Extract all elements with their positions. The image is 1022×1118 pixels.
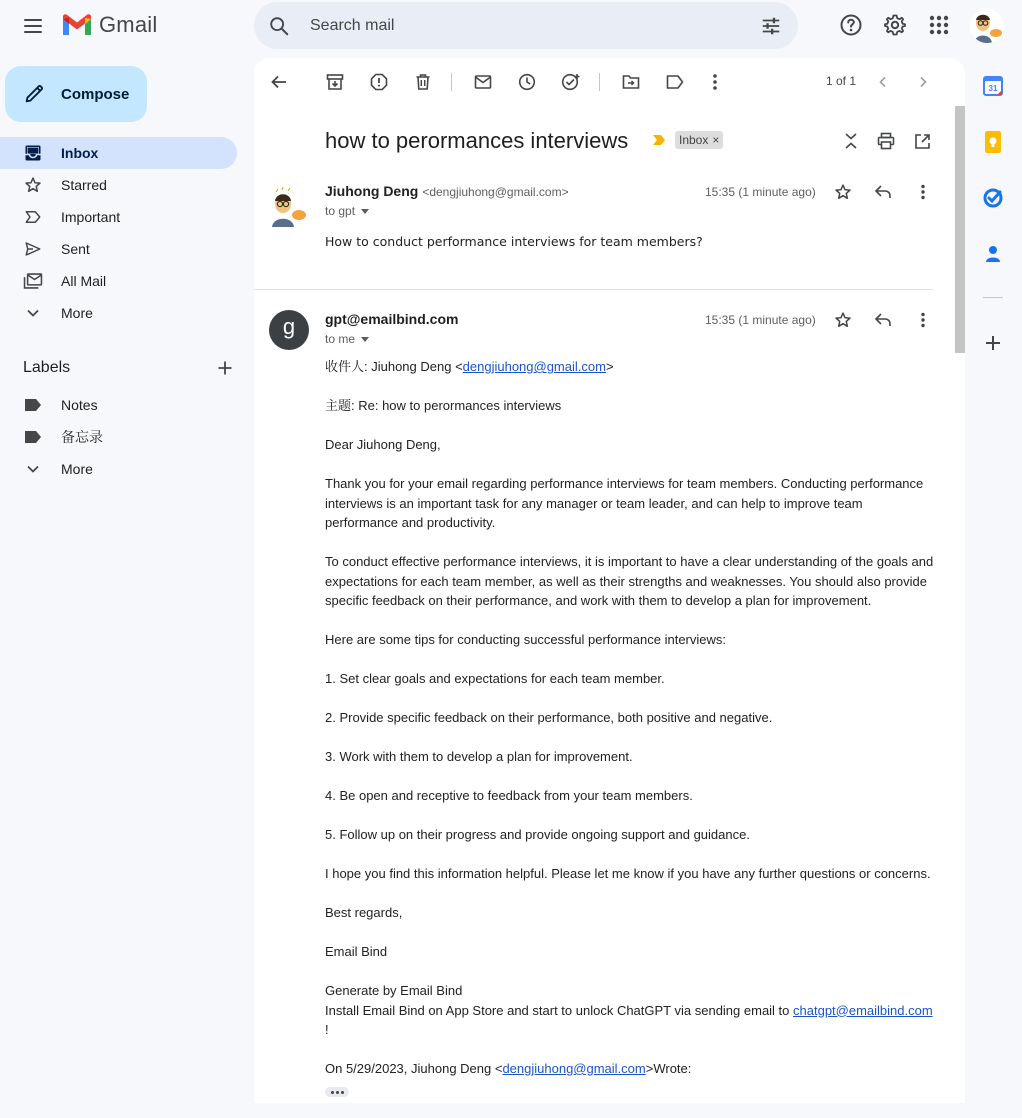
- sender-name-text: Jiuhong Deng: [325, 183, 419, 199]
- svg-text:31: 31: [988, 84, 998, 93]
- avatar-letter: g: [282, 314, 296, 339]
- calendar-icon[interactable]: [981, 74, 1005, 98]
- pencil-icon: [23, 83, 45, 105]
- search-options-icon[interactable]: [760, 15, 782, 37]
- settings-gear-icon[interactable]: [880, 10, 910, 40]
- paragraph: Thank you for your email regarding performance interviews for team members. Conducting performance interviews is an important task for any manager or team leader, and can help to improve team performance and productivity.: [325, 476, 924, 530]
- pagination-text: 1 of 1: [826, 74, 857, 88]
- newer-chevron-left-icon[interactable]: [871, 70, 895, 94]
- sidebar-item-label: Inbox: [61, 145, 99, 161]
- footer-line2: Install Email Bind on App Store and start to unlock ChatGPT via sending email to: [325, 1002, 794, 1018]
- message-time: 15:35 (1 minute ago): [705, 313, 816, 327]
- sender-name: gpt@emailbind.com: [325, 311, 459, 327]
- sidebar-item-label: Important: [61, 209, 121, 225]
- get-addons-plus-icon[interactable]: [981, 331, 1005, 355]
- toolbar-divider: [451, 73, 452, 91]
- closing: I hope you find this information helpful. Please let me know if you have any further questions or concerns.: [325, 866, 931, 881]
- send-icon: [23, 239, 43, 259]
- star-icon[interactable]: [832, 181, 854, 203]
- open-in-new-window-icon[interactable]: [911, 130, 933, 152]
- apps-grid-icon[interactable]: [924, 10, 954, 40]
- sidebar-nav: [0, 137, 237, 329]
- recipient-email-link[interactable]: dengjiuhong@gmail.com: [462, 359, 606, 374]
- label-name: Notes: [61, 397, 98, 413]
- caret-down-icon: [361, 337, 369, 342]
- all-mail-icon: [23, 271, 43, 291]
- footer-end: !: [325, 1022, 329, 1037]
- gmail-m-icon: [61, 12, 93, 38]
- label-name: More: [61, 461, 93, 477]
- message-divider: [254, 289, 933, 290]
- caret-down-icon: [361, 209, 369, 214]
- sidebar-item-label: More: [61, 305, 93, 321]
- more-vert-icon[interactable]: [912, 181, 934, 203]
- label-tag-icon[interactable]: [663, 70, 687, 94]
- delete-trash-icon[interactable]: [411, 70, 435, 94]
- search-input[interactable]: [310, 17, 750, 35]
- quote-header: [325, 1059, 935, 1079]
- compose-button[interactable]: [5, 66, 147, 122]
- recipients-dropdown[interactable]: [325, 204, 369, 218]
- sidebar-item-label: Starred: [61, 177, 107, 193]
- inbox-icon: [23, 143, 43, 163]
- report-spam-icon[interactable]: [367, 70, 391, 94]
- message-body: How to conduct performance interviews for team members?: [325, 234, 703, 249]
- gmail-logo[interactable]: [61, 12, 157, 38]
- back-arrow-icon[interactable]: [267, 70, 291, 94]
- sender-name: [325, 183, 569, 199]
- recipient-line: [325, 357, 935, 377]
- message-time: 15:35 (1 minute ago): [705, 185, 816, 199]
- reply-icon[interactable]: [872, 309, 894, 331]
- footer: [325, 981, 935, 1040]
- label-item-memo[interactable]: [0, 421, 237, 453]
- tip-item: 3. Work with them to develop a plan for improvement.: [325, 749, 633, 764]
- label-icon: [23, 427, 43, 447]
- tip-item: 1. Set clear goals and expectations for each team member.: [325, 671, 665, 686]
- tip-item: 5. Follow up on their progress and provide ongoing support and guidance.: [325, 827, 750, 842]
- chevron-down-icon: [23, 459, 43, 479]
- chevron-down-icon: [23, 303, 43, 323]
- more-vert-icon[interactable]: [912, 309, 934, 331]
- show-trimmed-content-button[interactable]: [325, 1087, 349, 1097]
- sidebar-item-label: All Mail: [61, 273, 107, 289]
- regards: Best regards,: [325, 905, 403, 920]
- message-view: [254, 58, 965, 1103]
- sidebar-item-important[interactable]: [0, 201, 237, 233]
- side-panel-divider: [983, 297, 1003, 298]
- message-toolbar: [254, 58, 965, 106]
- sender-email: <dengjiuhong@gmail.com>: [422, 185, 569, 199]
- sender-avatar[interactable]: [268, 187, 308, 227]
- account-avatar[interactable]: [970, 9, 1004, 43]
- sender-avatar[interactable]: [269, 310, 309, 350]
- signature: Email Bind: [325, 944, 388, 959]
- older-chevron-right-icon[interactable]: [911, 70, 935, 94]
- tasks-icon[interactable]: [981, 186, 1005, 210]
- tip-item: 2. Provide specific feedback on their performance, both positive and negative.: [325, 710, 773, 725]
- app-name: Gmail: [99, 12, 158, 37]
- collapse-all-icon[interactable]: [840, 130, 862, 152]
- inbox-label-chip: [675, 131, 723, 149]
- sidebar-item-all-mail[interactable]: [0, 265, 237, 297]
- recipient-suffix: >: [605, 359, 614, 374]
- star-icon: [23, 175, 43, 195]
- sidebar-item-inbox[interactable]: [0, 137, 237, 169]
- more-vert-icon[interactable]: [703, 70, 727, 94]
- quote-email-link[interactable]: dengjiuhong@gmail.com: [502, 1061, 646, 1076]
- thread-subject: how to perormances interviews: [325, 128, 629, 153]
- keep-notes-icon[interactable]: [981, 130, 1005, 154]
- scrollbar-thumb[interactable]: [955, 106, 965, 353]
- compose-label: Compose: [61, 85, 130, 103]
- search-bar: [254, 2, 798, 49]
- label-icon: [23, 395, 43, 415]
- footer-line1: Generate by Email Bind: [325, 983, 463, 998]
- labels-more[interactable]: [0, 453, 237, 485]
- tips-intro: Here are some tips for conducting successful performance interviews:: [325, 632, 727, 647]
- greeting: Dear Jiuhong Deng,: [325, 437, 441, 452]
- contacts-icon[interactable]: [981, 242, 1005, 266]
- print-icon[interactable]: [875, 130, 897, 152]
- quote-suffix: >Wrote:: [645, 1061, 692, 1076]
- add-label-icon[interactable]: [217, 360, 233, 376]
- top-bar: [0, 0, 1022, 52]
- mark-unread-icon[interactable]: [471, 70, 495, 94]
- sidebar-item-starred[interactable]: [0, 169, 237, 201]
- main-menu-button[interactable]: [14, 8, 52, 44]
- sidebar-item-more[interactable]: [0, 297, 237, 329]
- label-important-icon: [23, 207, 43, 227]
- recipients-dropdown[interactable]: [325, 332, 369, 346]
- add-to-tasks-icon[interactable]: [559, 70, 583, 94]
- inbox-chip-label: Inbox: [679, 133, 709, 147]
- sidebar-item-label: Sent: [61, 241, 90, 257]
- footer-email-link[interactable]: chatgpt@emailbind.com: [793, 1002, 933, 1018]
- label-item-notes[interactable]: [0, 389, 237, 421]
- message-body: [325, 357, 935, 1103]
- recipients-text: to me: [325, 332, 356, 346]
- archive-icon[interactable]: [323, 70, 347, 94]
- quote-prefix: On 5/29/2023, Jiuhong Deng <: [325, 1061, 503, 1076]
- paragraph: To conduct effective performance interviews, it is important to have a clear understanding of the goals and expectations for each team member, as well as their strengths and weaknesses. You should also provide specific feedback on their performance, and work with them to develop a plan for improvement.: [325, 554, 934, 608]
- labels-title: Labels: [23, 359, 71, 376]
- sidebar-item-sent[interactable]: [0, 233, 237, 265]
- labels-header: [23, 356, 233, 380]
- star-icon[interactable]: [832, 309, 854, 331]
- remove-label-icon[interactable]: ×: [712, 133, 720, 147]
- support-icon[interactable]: [836, 10, 866, 40]
- tip-item: 4. Be open and receptive to feedback from your team members.: [325, 788, 693, 803]
- toolbar-divider: [599, 73, 600, 91]
- labels-list: [0, 389, 237, 485]
- reply-icon[interactable]: [872, 181, 894, 203]
- subject-line: 主题: Re: how to perormances interviews: [325, 398, 562, 413]
- move-to-folder-icon[interactable]: [619, 70, 643, 94]
- importance-marker-icon[interactable]: [652, 134, 666, 146]
- snooze-clock-icon[interactable]: [515, 70, 539, 94]
- recipients-text: to gpt: [325, 204, 356, 218]
- label-name: 备忘录: [61, 429, 103, 445]
- recipient-prefix: 收件人: Jiuhong Deng <: [325, 359, 463, 374]
- search-icon[interactable]: [268, 15, 290, 37]
